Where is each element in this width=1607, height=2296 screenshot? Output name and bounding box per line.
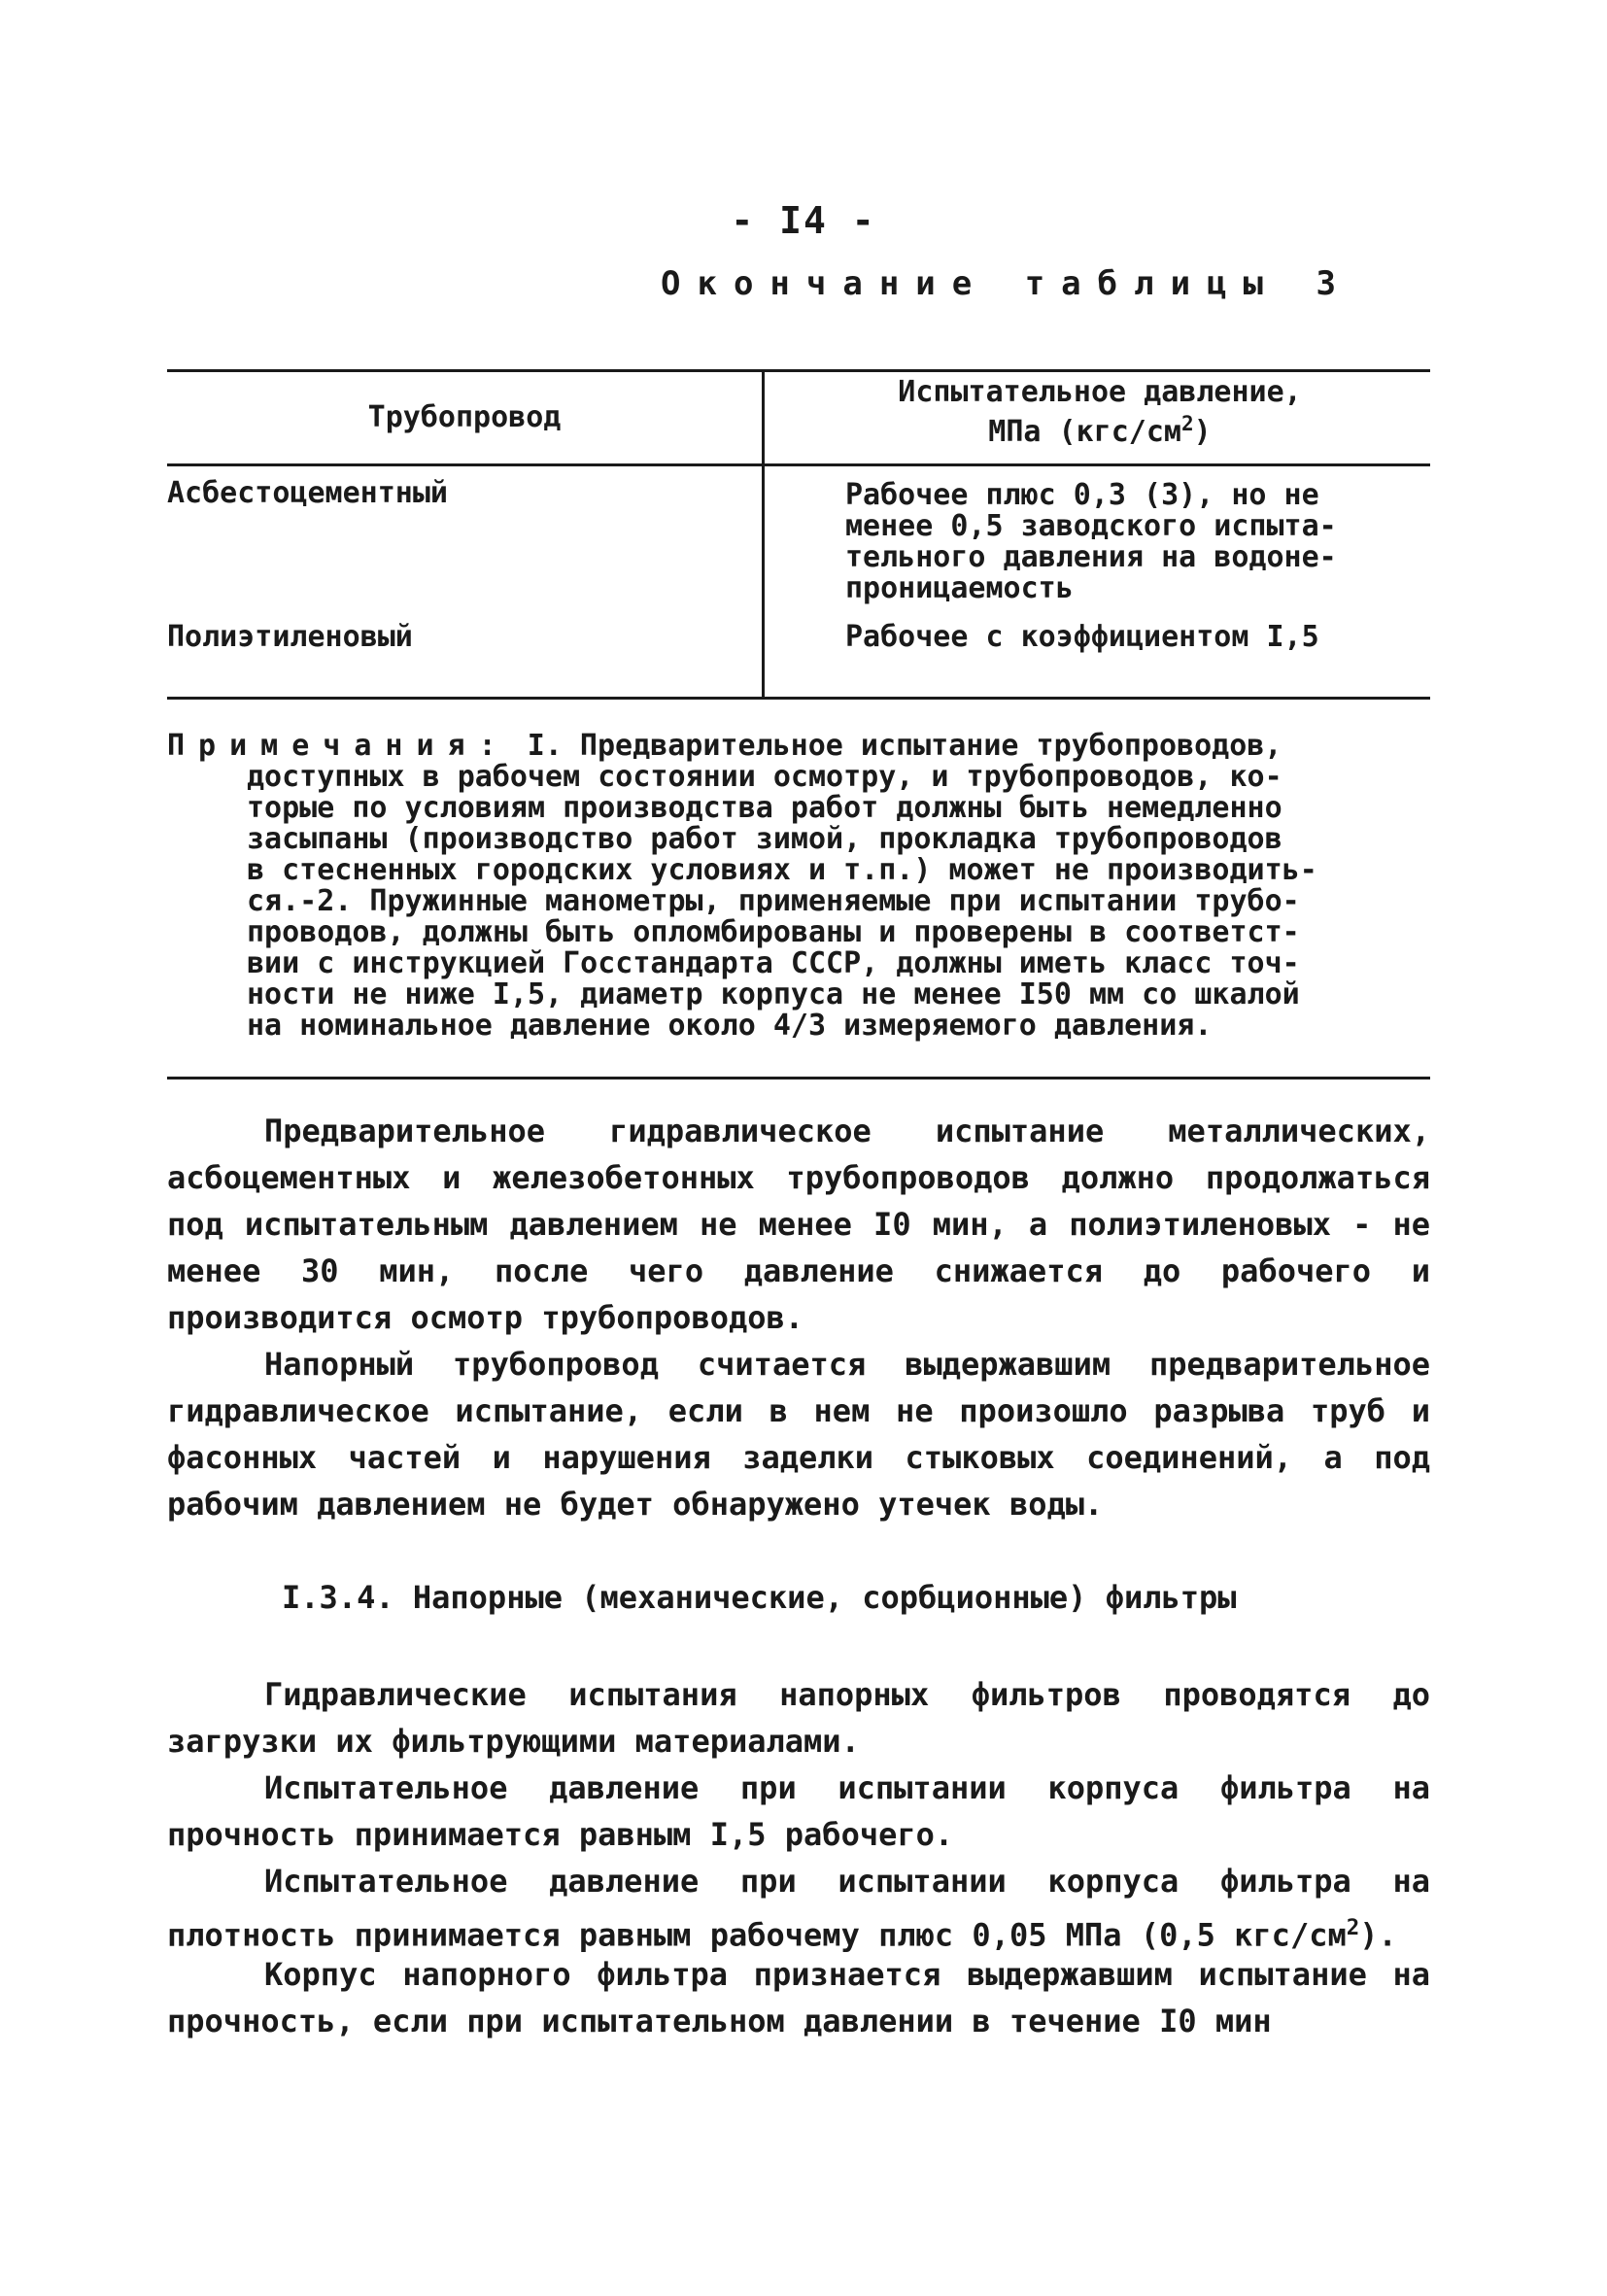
- table-row-2-pressure-line: Рабочее с коэффициентом I,5: [845, 620, 1319, 654]
- unit-label: МПа (кгс/см: [988, 415, 1181, 449]
- density-pressure-superscript: 2: [1346, 1915, 1360, 1940]
- paragraph-filter-body: Корпус напорного фильтра признается выдержавшим испытание на прочность, если при испытательном давлении в течение I0 мин: [167, 1956, 1430, 2039]
- table-row-1-pipe: Асбестоцементный: [167, 476, 448, 510]
- notes-line: вии с инструкцией Госстандарта СССР, должны иметь класс точ-: [247, 946, 1300, 980]
- table-row-1-pressure-line: тельного давления на водоне-: [845, 540, 1337, 574]
- density-pressure-close: ).: [1359, 1916, 1397, 1954]
- unit-close: ): [1193, 415, 1212, 449]
- table-row-2-pipe: Полиэтиленовый: [167, 620, 413, 654]
- table-bottom-rule: [167, 697, 1430, 700]
- table-row-1-pressure: [845, 480, 1337, 604]
- pressure-table: [167, 369, 1430, 700]
- column-header-pressure-line1: Испытательное давление,: [898, 375, 1302, 409]
- table-row-1-pressure-line: проницаемость: [845, 571, 1074, 605]
- paragraph-pipeline-passed: Напорный трубопровод считается выдержавшим предварительное гидравлическое испытание, если в нем не произошло разрыва труб и фасонных частей и нарушения заделки стыковых соединений, а под рабочим давлением не будет обнаружено утечек воды.: [167, 1346, 1430, 1523]
- notes-line: торые по условиям производства работ должны быть немедленно: [247, 791, 1282, 825]
- notes-bottom-rule: [167, 1077, 1430, 1079]
- table-row-1-pressure-line: менее 0,5 заводского испыта-: [845, 509, 1337, 543]
- column-header-pipe: Трубопровод: [367, 400, 562, 434]
- notes-line: проводов, должны быть опломбированы и проверены в соответст-: [247, 915, 1300, 949]
- column-header-pressure: [789, 377, 1411, 448]
- notes-line: засыпаны (производство работ зимой, прокладка трубопроводов: [247, 822, 1282, 856]
- notes-line: доступных в рабочем состоянии осмотру, и трубопроводов, ко-: [247, 760, 1282, 794]
- notes-line: в стесненных городских условиях и т.п.) может не производить-: [247, 853, 1317, 887]
- table-row-2-pressure: [845, 622, 1319, 653]
- notes-line: ся.-2. Пружинные манометры, применяемые при испытании трубо-: [247, 884, 1300, 918]
- table-row-1-pressure-line: Рабочее плюс 0,3 (3), но не: [845, 478, 1319, 512]
- density-pressure-text: Испытательное давление при испытании корпуса фильтра на плотность принимается равным рабочему плюс 0,05 МПа (0,5 кгс/см: [167, 1863, 1430, 1954]
- notes-text: I. Предварительное испытание трубопроводов,: [509, 729, 1282, 763]
- table-column-divider: [762, 369, 765, 700]
- notes-line: ности не ниже I,5, диаметр корпуса не менее I50 мм со шкалой: [247, 977, 1300, 1011]
- column-header-pressure-line2: [789, 408, 1411, 448]
- table-notes: [167, 731, 1440, 1042]
- notes-line: [167, 731, 1440, 762]
- notes-line: на номинальное давление около 4/3 измеряемого давления.: [247, 1009, 1213, 1043]
- section-heading: I.3.4. Напорные (механические, сорбционные) фильтры: [282, 1579, 1237, 1616]
- table-top-rule: [167, 369, 1430, 372]
- paragraph-density-pressure: [167, 1858, 1430, 1959]
- paragraph-preliminary-test: Предварительное гидравлическое испытание металлических, асбоцементных и железобетонных трубопроводов должно продолжаться под испытательным давлением не менее I0 мин, а полиэтиленовых - не менее 30 мин, после чего давление снижается до рабочего и производится осмотр трубопроводов.: [167, 1113, 1430, 1336]
- paragraph-filter-tests: Гидравлические испытания напорных фильтров проводятся до загрузки их фильтрующими материалами.: [167, 1676, 1430, 1760]
- unit-superscript: 2: [1180, 412, 1194, 435]
- table-caption: Окончание таблицы 3: [661, 264, 1352, 303]
- notes-label: Примечания:: [167, 729, 510, 763]
- table-header-rule: [167, 463, 1430, 466]
- paragraph-strength-pressure: Испытательное давление при испытании корпуса фильтра на прочность принимается равным I,5 рабочего.: [167, 1769, 1430, 1853]
- page-number: - I4 -: [731, 199, 876, 242]
